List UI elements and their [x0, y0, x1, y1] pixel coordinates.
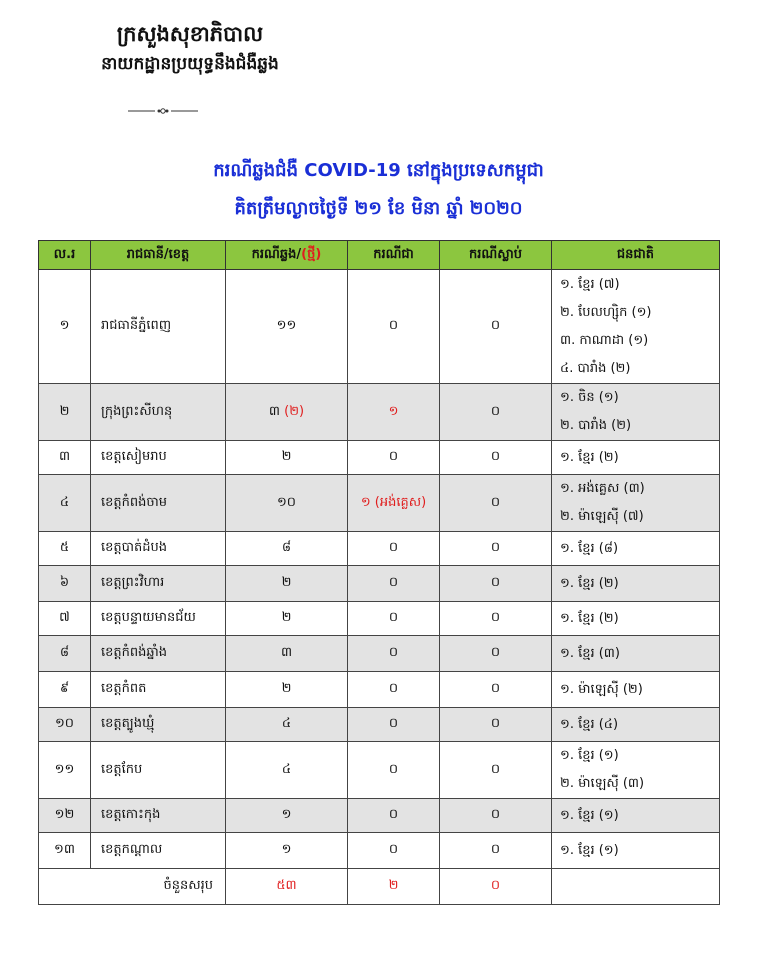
nationality-item: ១. ខ្មែរ (១)	[560, 807, 619, 823]
row-cases	[226, 384, 348, 441]
row-recovered: ០	[348, 833, 440, 869]
nationality-item: ១. ខ្មែរ (២)	[560, 610, 619, 626]
cases-count: ១	[281, 842, 292, 857]
nationality-item: ១. អង់គ្លេស (៣)	[560, 481, 645, 496]
row-deaths: ០	[440, 270, 552, 384]
cases-count: ១០	[276, 494, 297, 510]
row-no: ៥	[39, 532, 91, 566]
row-cases	[226, 672, 348, 708]
header-province: រាជធានី/ខេត្ត	[91, 241, 226, 270]
header-cases-label: ករណីឆ្លង/	[251, 246, 302, 262]
table-row	[39, 708, 720, 742]
total-label: ចំនួនសរុប	[39, 869, 226, 905]
row-cases	[226, 441, 348, 475]
row-recovered: ១	[348, 384, 440, 441]
province-name: រាជធានីភ្នំពេញ	[91, 270, 226, 384]
row-recovered: ០	[348, 708, 440, 742]
province-name: ខេត្តសៀមរាប	[91, 441, 226, 475]
table-row	[39, 475, 720, 532]
row-cases	[226, 270, 348, 384]
total-row	[39, 869, 720, 905]
row-cases	[226, 636, 348, 672]
province-name: ខេត្តកណ្ដាល	[91, 833, 226, 869]
row-no: ២	[39, 384, 91, 441]
province-name: ខេត្តបាត់ដំបង	[91, 532, 226, 566]
row-no: ៦	[39, 566, 91, 602]
table-header-row	[39, 241, 720, 270]
header-no: ល.រ	[39, 241, 91, 270]
row-deaths: ០	[440, 742, 552, 799]
province-name: ខេត្តបន្ទាយមានជ័យ	[91, 602, 226, 636]
cases-count: ៨	[281, 540, 292, 555]
table-row	[39, 384, 720, 441]
total-cases: ៥៣	[226, 869, 348, 905]
nationality-item: ១. ខ្មែរ (៤)	[560, 716, 619, 732]
report-date: គិតត្រឹមល្ងាចថ្ងៃទី ២១ ខែ មិនា ឆ្នាំ ២០២០	[234, 198, 523, 219]
row-deaths: ០	[440, 833, 552, 869]
row-deaths: ០	[440, 602, 552, 636]
table-row	[39, 742, 720, 799]
header-deaths: ករណីស្លាប់	[440, 241, 552, 270]
cases-count: ៣	[280, 645, 293, 660]
row-nationalities	[552, 566, 720, 602]
row-no: ៩	[39, 672, 91, 708]
cases-count: ៤	[281, 716, 292, 731]
row-recovered: ០	[348, 742, 440, 799]
cases-count: ២	[281, 575, 292, 590]
row-cases	[226, 833, 348, 869]
table-row	[39, 672, 720, 708]
cases-new: (២)	[284, 403, 305, 419]
nationality-item: ៣. កាណាដា (១)	[560, 332, 649, 348]
row-nationalities	[552, 636, 720, 672]
row-cases	[226, 708, 348, 742]
nationality-item: ១. ខ្មែរ (៣)	[560, 645, 620, 661]
row-deaths: ០	[440, 384, 552, 441]
row-nationalities	[552, 708, 720, 742]
row-deaths: ០	[440, 441, 552, 475]
row-nationalities	[552, 602, 720, 636]
table-row	[39, 566, 720, 602]
row-nationalities	[552, 384, 720, 441]
nationality-item: ១. ខ្មែរ (៧)	[560, 276, 620, 292]
cases-count: ២	[281, 610, 292, 625]
row-nationalities	[552, 441, 720, 475]
row-nationalities	[552, 799, 720, 833]
row-cases	[226, 742, 348, 799]
row-deaths: ០	[440, 532, 552, 566]
table-row	[39, 636, 720, 672]
province-name: ខេត្តកំពត	[91, 672, 226, 708]
row-cases	[226, 532, 348, 566]
province-name: ខេត្តកែប	[91, 742, 226, 799]
nationality-item: ១. ម៉ាឡេស៊ី (២)	[560, 681, 643, 697]
row-nationalities	[552, 833, 720, 869]
row-no: ១៣	[39, 833, 91, 869]
row-deaths: ០	[440, 672, 552, 708]
cases-count: ២	[281, 681, 292, 696]
total-nationality	[552, 869, 720, 905]
nationality-item: ១. ខ្មែរ (២)	[560, 575, 619, 591]
nationality-item: ១. ចិន (១)	[560, 390, 619, 405]
header-recovered: ករណីជា	[348, 241, 440, 270]
row-no: ៣	[39, 441, 91, 475]
ornament-divider-icon	[128, 106, 198, 116]
row-nationalities	[552, 672, 720, 708]
row-recovered: ០	[348, 602, 440, 636]
row-nationalities	[552, 742, 720, 799]
nationality-item: ១. ខ្មែរ (១)	[560, 748, 619, 763]
table-row	[39, 602, 720, 636]
row-recovered: ០	[348, 799, 440, 833]
header-cases-new: (ថ្មី)	[301, 246, 322, 262]
row-cases	[226, 602, 348, 636]
row-recovered: ០	[348, 270, 440, 384]
nationality-item: ២. ម៉ាឡេស៊ី (៧)	[560, 509, 644, 524]
cases-table	[38, 240, 720, 905]
cases-count: ៤	[281, 761, 292, 777]
row-nationalities	[552, 475, 720, 532]
row-recovered: ០	[348, 636, 440, 672]
cases-count: ២	[281, 449, 292, 464]
total-deaths: ០	[440, 869, 552, 905]
row-no: ៨	[39, 636, 91, 672]
nationality-item: ២. ម៉ាឡេស៊ី (៣)	[560, 776, 645, 791]
province-name: ខេត្តកោះកុង	[91, 799, 226, 833]
nationality-item: ១. ខ្មែរ (៨)	[560, 540, 619, 556]
province-name: ខេត្តព្រះវិហារ	[91, 566, 226, 602]
row-deaths: ០	[440, 708, 552, 742]
row-deaths: ០	[440, 799, 552, 833]
row-deaths: ០	[440, 636, 552, 672]
province-name: ខេត្តត្បូងឃ្មុំ	[91, 708, 226, 742]
row-cases	[226, 799, 348, 833]
row-cases	[226, 566, 348, 602]
row-recovered: ០	[348, 441, 440, 475]
row-nationalities	[552, 270, 720, 384]
table-row	[39, 799, 720, 833]
nationality-item: ១. ខ្មែរ (២)	[560, 449, 619, 465]
row-deaths: ០	[440, 566, 552, 602]
document-header	[40, 18, 340, 78]
nationality-item: ១. ខ្មែរ (១)	[560, 842, 619, 858]
nationality-item: ៤. បារាំង (២)	[560, 360, 631, 376]
row-nationalities	[552, 532, 720, 566]
header-cases	[226, 241, 348, 270]
row-deaths: ០	[440, 475, 552, 532]
province-name: ក្រុងព្រះសីហនុ	[91, 384, 226, 441]
row-no: ១២	[39, 799, 91, 833]
ministry-name: ក្រសួងសុខាភិបាល	[116, 22, 264, 46]
row-no: ១១	[39, 742, 91, 799]
table-row	[39, 270, 720, 384]
row-no: ៧	[39, 602, 91, 636]
department-name: នាយកដ្ឋានប្រយុទ្ធនឹងជំងឺឆ្លង	[101, 54, 279, 74]
row-recovered: ១ (អង់គ្លេស)	[348, 475, 440, 532]
row-recovered: ០	[348, 532, 440, 566]
total-recovered: ២	[348, 869, 440, 905]
province-name: ខេត្តកំពង់ឆ្នាំង	[91, 636, 226, 672]
table-row	[39, 532, 720, 566]
row-no: ១០	[39, 708, 91, 742]
header-nationality: ជនជាតិ	[552, 241, 720, 270]
report-title: ករណីឆ្លងជំងឺ COVID-19 នៅក្នុងប្រទេសកម្ពុជា	[213, 160, 544, 181]
row-recovered: ០	[348, 566, 440, 602]
table-row	[39, 441, 720, 475]
row-no: ១	[39, 270, 91, 384]
cases-count: ១	[281, 807, 292, 822]
cases-count: ៣	[268, 403, 280, 419]
nationality-item: ២. បែលហ្ស៊ិក (១)	[560, 304, 652, 320]
row-cases	[226, 475, 348, 532]
row-no: ៤	[39, 475, 91, 532]
table-row	[39, 833, 720, 869]
nationality-item: ២. បារាំង (២)	[560, 418, 632, 433]
province-name: ខេត្តកំពង់ចាម	[91, 475, 226, 532]
cases-count: ១១	[276, 318, 297, 333]
row-recovered: ០	[348, 672, 440, 708]
